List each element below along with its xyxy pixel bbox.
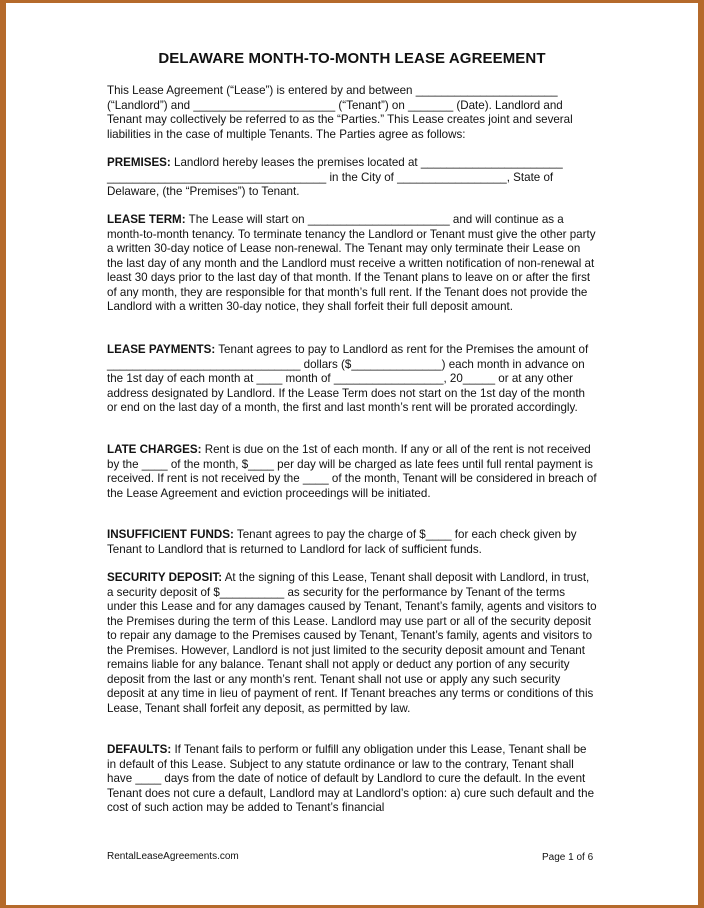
security-deposit-body: At the signing of this Lease, Tenant shall deposit with Landlord, in trust, a security deposit of $__________ as security for the performance by Tenant of the terms under this Lease and for any damages caused by Tenant, Tenant’s family, agents and visitors to the Premises during the term of this Lease. Landlord may use part or all of the security deposit to repair any damage to the Premises caused by Tenant, Tenant’s family, agents and visitors to the Premises. However, Landlord is not just limited to the security deposit amount and Tenant remains liable for any balance. Tenant shall not apply or deduct any portion of any security deposit from the last or any month’s rent. Tenant shall not use or apply any such security deposit at any time in lieu of payment of rent. If Tenant breaches any terms or conditions of this Lease, Tenant shall forfeit any deposit, as permitted by law. — [107, 571, 597, 715]
lease-payments-body: Tenant agrees to pay to Landlord as rent for the Premises the amount of ______________________________ dollars ($______________) each month in advance on the 1st day of each month at ____ month of _________________, 20_____ or at any other address designated by Landlord. If the Lease Term does not start on the 1st day of the month or end on the last day of a month, the first and last month’s rent will be prorated accordingly. — [107, 343, 589, 414]
intro-text: This Lease Agreement (“Lease”) is entered by and between ______________________ (“Landlord”) and ______________________ (“Tenant”) on _______ (Date). Landlord and Tenant may collectively be referred to as the “Parties.” This Lease creates joint and several liabilities in the case of multiple Tenants. The Parties agree as follows: — [107, 84, 573, 141]
defaults-body: If Tenant fails to perform or fulfill any obligation under this Lease, Tenant shall be in default of this Lease. Subject to any statute ordinance or law to the contrary, Tenant shall have ____ days from the date of notice of default by Landlord to cure the default. In the event Tenant does not cure a default, Landlord may at Landlord’s option: a) cure such default and the cost of such action may be added to Tenant’s financial — [107, 743, 595, 814]
footer-page-number: Page 1 of 6 — [542, 852, 594, 863]
defaults-heading: DEFAULTS: — [107, 743, 172, 756]
premises-body: Landlord hereby leases the premises located at ______________________ __________________________________ in the City of _________________, State of Delaware, (the “Premises”) to Tenant. — [107, 156, 563, 198]
lease-term-body: The Lease will start on ______________________ and will continue as a month-to-month tenancy. To terminate tenancy the Landlord or Tenant must give the other party a written 30-day notice of Lease non-renewal. The Tenant may only terminate their Lease on the last day of any month and the Landlord must receive a written notification of non-renewal at least 30 days prior to the last day of that month. If the Tenant plans to leave on or after the first of any month, they are responsible for that month’s full rent. If the Tenant does not provide the Landlord with a written 30-day notice, they shall forfeit their full deposit amount. — [107, 213, 596, 313]
late-charges-section — [107, 443, 597, 501]
insufficient-funds-heading: INSUFFICIENT FUNDS: — [107, 528, 234, 541]
insufficient-funds-section — [107, 528, 597, 557]
insufficient-funds-body: Tenant agrees to pay the charge of $____ for each check given by Tenant to Landlord that is returned to Landlord for lack of sufficient funds. — [107, 528, 577, 556]
lease-term-heading: LEASE TERM: — [107, 213, 186, 226]
intro-paragraph — [107, 84, 597, 142]
defaults-section — [107, 743, 597, 816]
document-title: DELAWARE MONTH-TO-MONTH LEASE AGREEMENT — [158, 50, 546, 67]
security-deposit-section — [107, 571, 597, 716]
security-deposit-heading: SECURITY DEPOSIT: — [107, 571, 223, 584]
footer-site: RentalLeaseAgreements.com — [107, 851, 239, 862]
lease-payments-heading: LEASE PAYMENTS: — [107, 343, 216, 356]
late-charges-body: Rent is due on the 1st of each month. If any or all of the rent is not received by the ____ of the month, $____ per day will be charged as late fees until full rental payment is received. If rent is not received by the ____ of the month, Tenant will be considered in breach of the Lease Agreement and eviction proceedings will be initiated. — [107, 443, 597, 500]
lease-term-section — [107, 213, 597, 315]
late-charges-heading: LATE CHARGES: — [107, 443, 202, 456]
premises-section — [107, 156, 597, 200]
premises-heading: PREMISES: — [107, 156, 171, 169]
lease-payments-section — [107, 343, 597, 416]
